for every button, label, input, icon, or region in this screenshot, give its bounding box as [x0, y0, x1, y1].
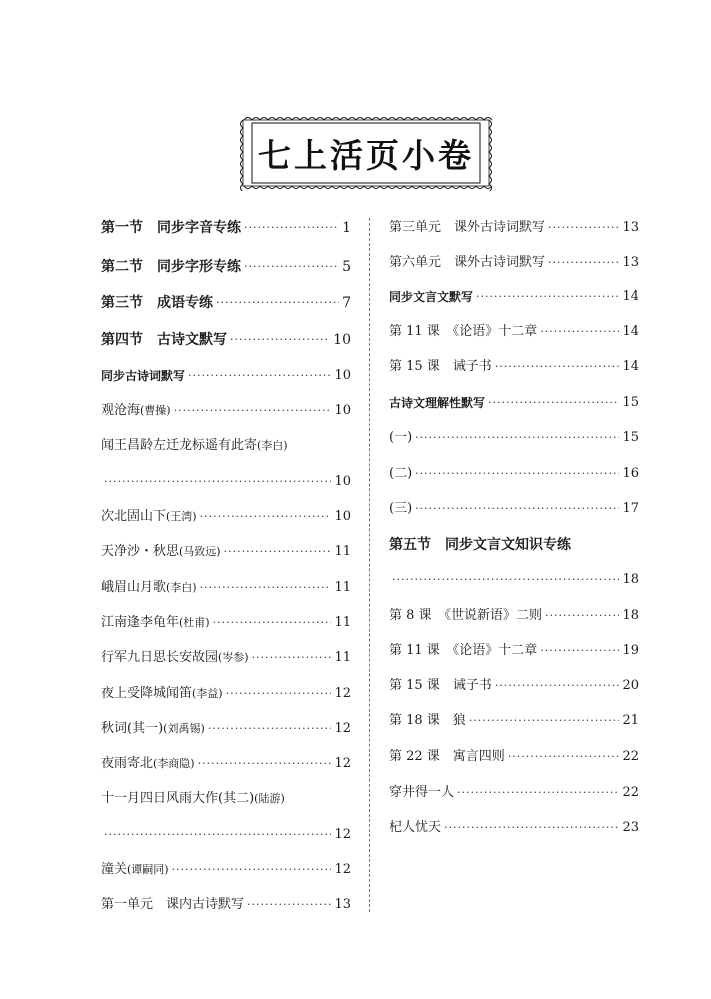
- toc-entry: [389, 639, 639, 659]
- toc-leader-dots: [198, 756, 332, 772]
- toc-entry: [101, 255, 351, 275]
- toc-leader-dots: [244, 220, 339, 236]
- toc-entry-title: 第二节 同步字形专练: [101, 259, 241, 275]
- toc-leader-dots: [104, 827, 331, 843]
- toc-page-number: 11: [334, 650, 351, 665]
- title-frame: [238, 115, 494, 191]
- column-divider: [369, 218, 370, 912]
- toc-entry-title: 同步文言文默写: [389, 290, 474, 304]
- toc-entry-title: 同步古诗词默写: [101, 369, 186, 383]
- toc-page-number: 21: [622, 713, 639, 728]
- toc-leader-dots: [213, 615, 332, 631]
- toc-leader-dots: [545, 608, 619, 624]
- toc-entry: [389, 285, 639, 305]
- toc-entry-title: 第 15 课 诫子书: [389, 678, 492, 693]
- toc-page-number: 10: [334, 368, 351, 383]
- toc-leader-dots: [244, 259, 339, 275]
- toc-page-number: 7: [342, 295, 351, 311]
- toc-entry-author: (陆游): [254, 792, 285, 805]
- toc-entry-title: 第 22 课 寓言四则: [389, 749, 505, 764]
- toc-entry: [101, 682, 351, 702]
- toc-entry-title: 闻王昌龄左迁龙标遥有此寄: [101, 438, 258, 453]
- toc-page-number: 22: [622, 749, 639, 764]
- toc-leader-dots: [495, 678, 620, 694]
- toc-entry: [389, 355, 639, 375]
- toc-entry-author: (曹操): [140, 404, 171, 417]
- toc-entry-author: (李白): [166, 581, 197, 594]
- toc-entry-title: 杞人忧天: [389, 820, 442, 835]
- toc-leader-dots: [548, 255, 619, 271]
- toc-leader-dots: [415, 466, 619, 482]
- toc-leader-dots: [540, 324, 619, 340]
- toc-entry-title: 第五节 同步文言文知识专练: [389, 537, 571, 553]
- toc-entry: [389, 781, 639, 801]
- toc-entry-title: (三): [389, 501, 413, 516]
- toc-page-number: 11: [334, 580, 351, 595]
- toc-page-number: 12: [334, 827, 351, 842]
- toc-entry-title: 第一节 同步字音专练: [101, 220, 241, 236]
- toc-page-number: 14: [622, 289, 639, 304]
- toc-entry-title: 秋词(其一): [101, 721, 164, 736]
- toc-leader-dots: [104, 474, 331, 490]
- toc-entry: [101, 291, 351, 311]
- toc-entry-title: 第六单元 课外古诗词默写: [389, 255, 546, 270]
- toc-leader-dots: [188, 368, 331, 384]
- toc-leader-dots: [392, 572, 619, 588]
- toc-page-number: 18: [622, 572, 639, 587]
- toc-entry: [389, 533, 639, 553]
- toc-entry-title: 第 11 课 《论语》十二章: [389, 643, 538, 658]
- toc-entry: [101, 328, 351, 348]
- toc-entry: [101, 858, 351, 878]
- toc-entry-title: 夜雨寄北: [101, 756, 154, 771]
- toc-entry: [101, 216, 351, 236]
- toc-entry-author: (李益): [192, 687, 223, 700]
- toc-entry-title: 十一月四日风雨大作(其二): [101, 791, 255, 806]
- toc-entry-title: 第 15 课 诫子书: [389, 359, 492, 374]
- toc-entry-author: (杜甫): [179, 616, 210, 629]
- toc-page-number: 23: [622, 820, 639, 835]
- toc-entry: [389, 816, 639, 836]
- toc-entry-title: (二): [389, 466, 413, 481]
- toc-entry-author: (马致远): [179, 545, 221, 558]
- toc-entry-author: (李商隐): [153, 757, 195, 770]
- toc-entry: [389, 568, 639, 588]
- toc-entry: [389, 251, 639, 271]
- toc-leader-dots: [457, 785, 619, 801]
- toc-leader-dots: [508, 749, 620, 765]
- toc-entry-title: 天净沙・秋思: [101, 544, 180, 559]
- toc-page-number: 13: [622, 255, 639, 270]
- toc-page-number: 12: [334, 862, 351, 877]
- toc-entry: [389, 604, 639, 624]
- toc-page-number: 11: [334, 544, 351, 559]
- toc-page-number: 19: [622, 643, 639, 658]
- toc-page-number: 15: [622, 430, 639, 445]
- toc-entry-title: 峨眉山月歌: [101, 580, 167, 595]
- toc-entry: [101, 752, 351, 772]
- toc-entry: [389, 497, 639, 517]
- toc-page-number: 10: [333, 332, 351, 348]
- toc-entry-author: (谭嗣同): [127, 863, 169, 876]
- toc-entry-title: 第三节 成语专练: [101, 295, 213, 311]
- page-title: 七上活页小卷: [258, 135, 474, 175]
- toc-entry-title: 第 8 课 《世说新语》二则: [389, 608, 543, 623]
- toc-entry: [389, 391, 639, 411]
- toc-page-number: 13: [334, 897, 351, 912]
- toc-entry: [101, 787, 351, 807]
- toc-leader-dots: [200, 509, 332, 525]
- toc-page-number: 16: [622, 466, 639, 481]
- toc-entry: [101, 540, 351, 560]
- toc-entry-title: 观沧海: [101, 403, 141, 418]
- toc-entry: [101, 576, 351, 596]
- toc-leader-dots: [548, 220, 619, 236]
- toc-page-number: 10: [334, 403, 351, 418]
- toc-entry-author: (刘禹锡): [163, 722, 205, 735]
- toc-entry-author: (李白): [257, 439, 288, 452]
- toc-leader-dots: [476, 289, 619, 305]
- toc-entry: [101, 893, 351, 913]
- toc-page-number: 18: [622, 608, 639, 623]
- toc-entry: [101, 823, 351, 843]
- toc-leader-dots: [415, 501, 619, 517]
- toc-entry: [389, 674, 639, 694]
- toc-entry: [101, 470, 351, 490]
- toc-entry-title: 江南逢李龟年: [101, 615, 180, 630]
- toc-page-number: 20: [622, 678, 639, 693]
- toc-entry-title: 夜上受降城闻笛: [101, 686, 193, 701]
- toc-entry: [101, 399, 351, 419]
- toc-page-number: 5: [342, 259, 351, 275]
- toc-entry-title: 第 18 课 狼: [389, 713, 466, 728]
- toc-entry: [101, 364, 351, 384]
- toc-entry: [389, 320, 639, 340]
- toc-entry-title: 第三单元 课外古诗词默写: [389, 220, 546, 235]
- toc-page-number: 1: [342, 220, 351, 236]
- toc-page-number: 12: [334, 686, 351, 701]
- toc-entry: [389, 216, 639, 236]
- toc-leader-dots: [174, 403, 332, 419]
- toc-entry: [101, 717, 351, 737]
- toc-entry: [101, 611, 351, 631]
- toc-page-number: 12: [334, 756, 351, 771]
- toc-entry-title: 潼关: [101, 862, 128, 877]
- toc-entry: [389, 709, 639, 729]
- toc-leader-dots: [224, 544, 332, 560]
- toc-entry: [389, 462, 639, 482]
- toc-page-number: 10: [334, 509, 351, 524]
- toc-leader-dots: [172, 862, 332, 878]
- toc-entry-title: 古诗文理解性默写: [389, 396, 486, 410]
- toc-entry-title: (一): [389, 430, 413, 445]
- toc-entry-author: (王湾): [166, 510, 197, 523]
- toc-leader-dots: [208, 721, 332, 737]
- toc-leader-dots: [444, 820, 619, 836]
- toc-page-number: 22: [622, 785, 639, 800]
- toc-leader-dots: [200, 580, 332, 596]
- toc-leader-dots: [230, 332, 330, 348]
- toc-entry: [389, 745, 639, 765]
- toc-entry-title: 穿井得一人: [389, 785, 455, 800]
- toc-entry-title: 第一单元 课内古诗默写: [101, 897, 245, 912]
- toc-page-number: 15: [622, 395, 639, 410]
- toc-leader-dots: [495, 359, 620, 375]
- toc-page-number: 13: [622, 220, 639, 235]
- toc-leader-dots: [540, 643, 619, 659]
- toc-page-number: 10: [334, 474, 351, 489]
- toc-page-number: 14: [622, 359, 639, 374]
- toc-leader-dots: [469, 713, 620, 729]
- toc-leader-dots: [216, 295, 339, 311]
- toc-entry: [101, 646, 351, 666]
- toc-entry-title: 行军九日思长安故园: [101, 650, 219, 665]
- toc-entry: [101, 434, 351, 454]
- toc-page-number: 12: [334, 721, 351, 736]
- toc-leader-dots: [488, 395, 619, 411]
- toc-entry: [389, 426, 639, 446]
- toc-page-number: 14: [622, 324, 639, 339]
- toc-page-number: 11: [334, 615, 351, 630]
- toc-entry-author: (岑参): [218, 651, 249, 664]
- toc-entry-title: 第 11 课 《论语》十二章: [389, 324, 538, 339]
- toc-entry-title: 次北固山下: [101, 509, 167, 524]
- toc-leader-dots: [226, 686, 332, 702]
- toc-entry-title: 第四节 古诗文默写: [101, 332, 227, 348]
- toc-leader-dots: [247, 897, 331, 913]
- toc-page-number: 17: [622, 501, 639, 516]
- toc-leader-dots: [252, 650, 332, 666]
- toc-entry: [101, 505, 351, 525]
- toc-leader-dots: [415, 430, 619, 446]
